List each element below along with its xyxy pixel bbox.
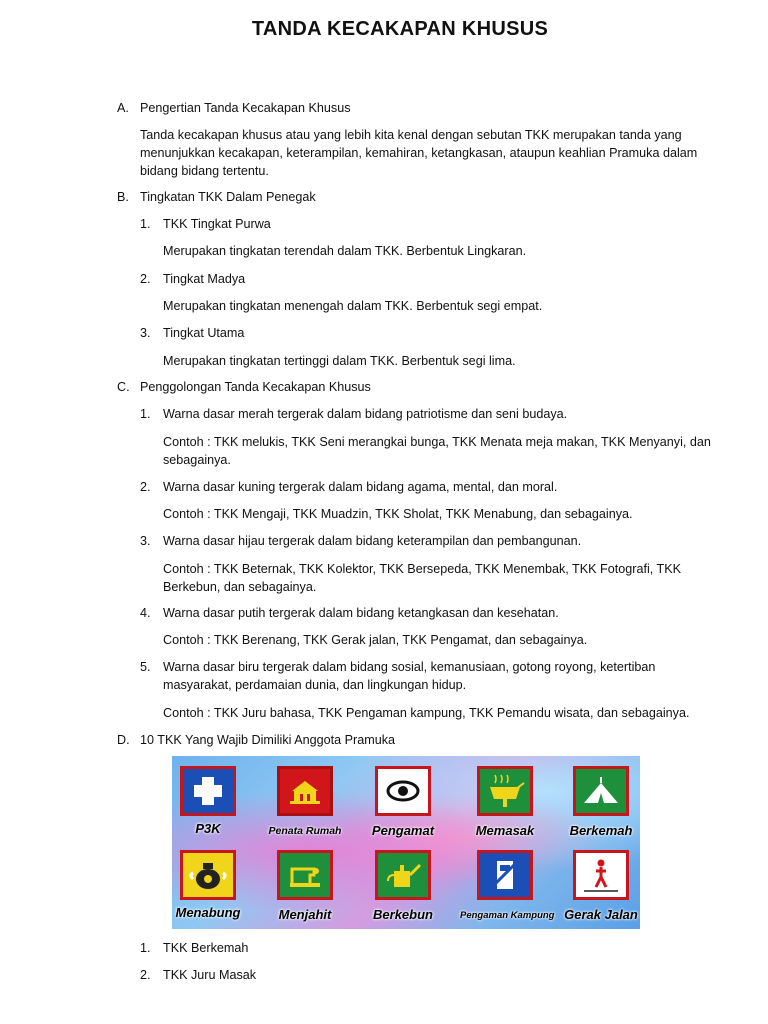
list-item-label: TKK Berkemah: [163, 941, 249, 955]
list-item-example: Berkebun, dan sebagainya.: [163, 580, 317, 594]
list-item-number: 3.: [140, 534, 151, 548]
list-item-example: Contoh : TKK Berenang, TKK Gerak jalan, TKK Pengamat, dan sebagainya.: [163, 633, 588, 647]
guard-post-icon: [477, 850, 533, 900]
piggy-bank-icon: [180, 850, 236, 900]
section-d-heading: 10 TKK Yang Wajib Dimiliki Anggota Pramuka: [140, 733, 396, 747]
section-a-letter: A.: [117, 101, 129, 115]
list-item-label: TKK Tingkat Purwa: [163, 217, 271, 231]
list-item-label: TKK Juru Masak: [163, 968, 257, 982]
list-item-number: 2.: [140, 272, 151, 286]
badge-label: Berkebun: [373, 907, 433, 922]
first-aid-cross-icon: [180, 766, 236, 816]
badge-label: Pengamat: [371, 823, 435, 838]
section-b-heading: Tingkatan TKK Dalam Penegak: [140, 190, 316, 204]
list-item-number: 2.: [140, 968, 151, 982]
list-item-label: Tingkat Utama: [163, 326, 245, 340]
list-item-label: Warna dasar biru tergerak dalam bidang sosial, kemanusiaan, gotong royong, ketertiban: [163, 660, 656, 674]
list-item-label: masyarakat, perdamaian dunia, dan lingkungan hidup.: [163, 678, 467, 692]
list-item-example: Contoh : TKK Mengaji, TKK Muadzin, TKK Sholat, TKK Menabung, dan sebagainya.: [163, 507, 633, 521]
list-item-number: 5.: [140, 660, 151, 674]
watering-can-icon: [375, 850, 431, 900]
cooking-pot-icon: [477, 766, 533, 816]
eye-icon: [375, 766, 431, 816]
badge-label: Menjahit: [278, 907, 332, 922]
list-item-example: Contoh : TKK melukis, TKK Seni merangkai bunga, TKK Menata meja makan, TKK Menyanyi, dan: [163, 435, 711, 449]
section-a-paragraph-line: Tanda kecakapan khusus atau yang lebih kita kenal dengan sebutan TKK merupakan tanda yang: [140, 128, 682, 142]
list-item-number: 2.: [140, 480, 151, 494]
badge-label: Menabung: [175, 905, 241, 920]
tent-icon: [573, 766, 629, 816]
section-a-paragraph-line: menunjukkan kecakapan, keterampilan, kemahiran, ketangkasan, ataupun keahlian Pramuka dalam: [140, 146, 698, 160]
list-item-example: sebagainya.: [163, 453, 231, 467]
house-icon: [277, 766, 333, 816]
list-item-example: Contoh : TKK Juru bahasa, TKK Pengaman kampung, TKK Pemandu wisata, dan sebagainya.: [163, 706, 690, 720]
section-c-heading: Penggolongan Tanda Kecakapan Khusus: [140, 380, 371, 394]
badge-label: Pengaman Kampung: [460, 910, 555, 921]
list-item-number: 1.: [140, 217, 151, 231]
section-a-paragraph-line: bidang bidang tertentu.: [140, 164, 269, 178]
section-b-letter: B.: [117, 190, 129, 204]
list-item-description: Merupakan tingkatan menengah dalam TKK. Berbentuk segi empat.: [163, 299, 543, 313]
badge-label: Penata Rumah: [268, 825, 342, 837]
list-item-number: 1.: [140, 941, 151, 955]
list-item-description: Merupakan tingkatan tertinggi dalam TKK. Berbentuk segi lima.: [163, 354, 516, 368]
section-c-letter: C.: [117, 380, 130, 394]
list-item-description: Merupakan tingkatan terendah dalam TKK. Berbentuk Lingkaran.: [163, 244, 527, 258]
section-a-heading: Pengertian Tanda Kecakapan Khusus: [140, 101, 351, 115]
walking-person-icon: [573, 850, 629, 900]
badge-label: Berkemah: [569, 823, 633, 838]
list-item-example: Contoh : TKK Beternak, TKK Kolektor, TKK Bersepeda, TKK Menembak, TKK Fotografi, TKK: [163, 562, 682, 576]
list-item-label: Warna dasar putih tergerak dalam bidang ketangkasan dan kesehatan.: [163, 606, 559, 620]
section-d-letter: D.: [117, 733, 130, 747]
sewing-machine-icon: [277, 850, 333, 900]
list-item-label: Warna dasar hijau tergerak dalam bidang keterampilan dan pembangunan.: [163, 534, 582, 548]
page-title: TANDA KECAKAPAN KHUSUS: [251, 18, 549, 40]
list-item-label: Warna dasar merah tergerak dalam bidang patriotisme dan seni budaya.: [163, 407, 568, 421]
badge-label: Gerak Jalan: [564, 907, 638, 922]
list-item-label: Tingkat Madya: [163, 272, 246, 286]
badge-label: Memasak: [475, 823, 535, 838]
list-item-number: 4.: [140, 606, 151, 620]
list-item-label: Warna dasar kuning tergerak dalam bidang agama, mental, dan moral.: [163, 480, 558, 494]
list-item-number: 3.: [140, 326, 151, 340]
tkk-badges-image: [172, 756, 640, 929]
list-item-number: 1.: [140, 407, 151, 421]
badge-label: P3K: [195, 821, 221, 836]
